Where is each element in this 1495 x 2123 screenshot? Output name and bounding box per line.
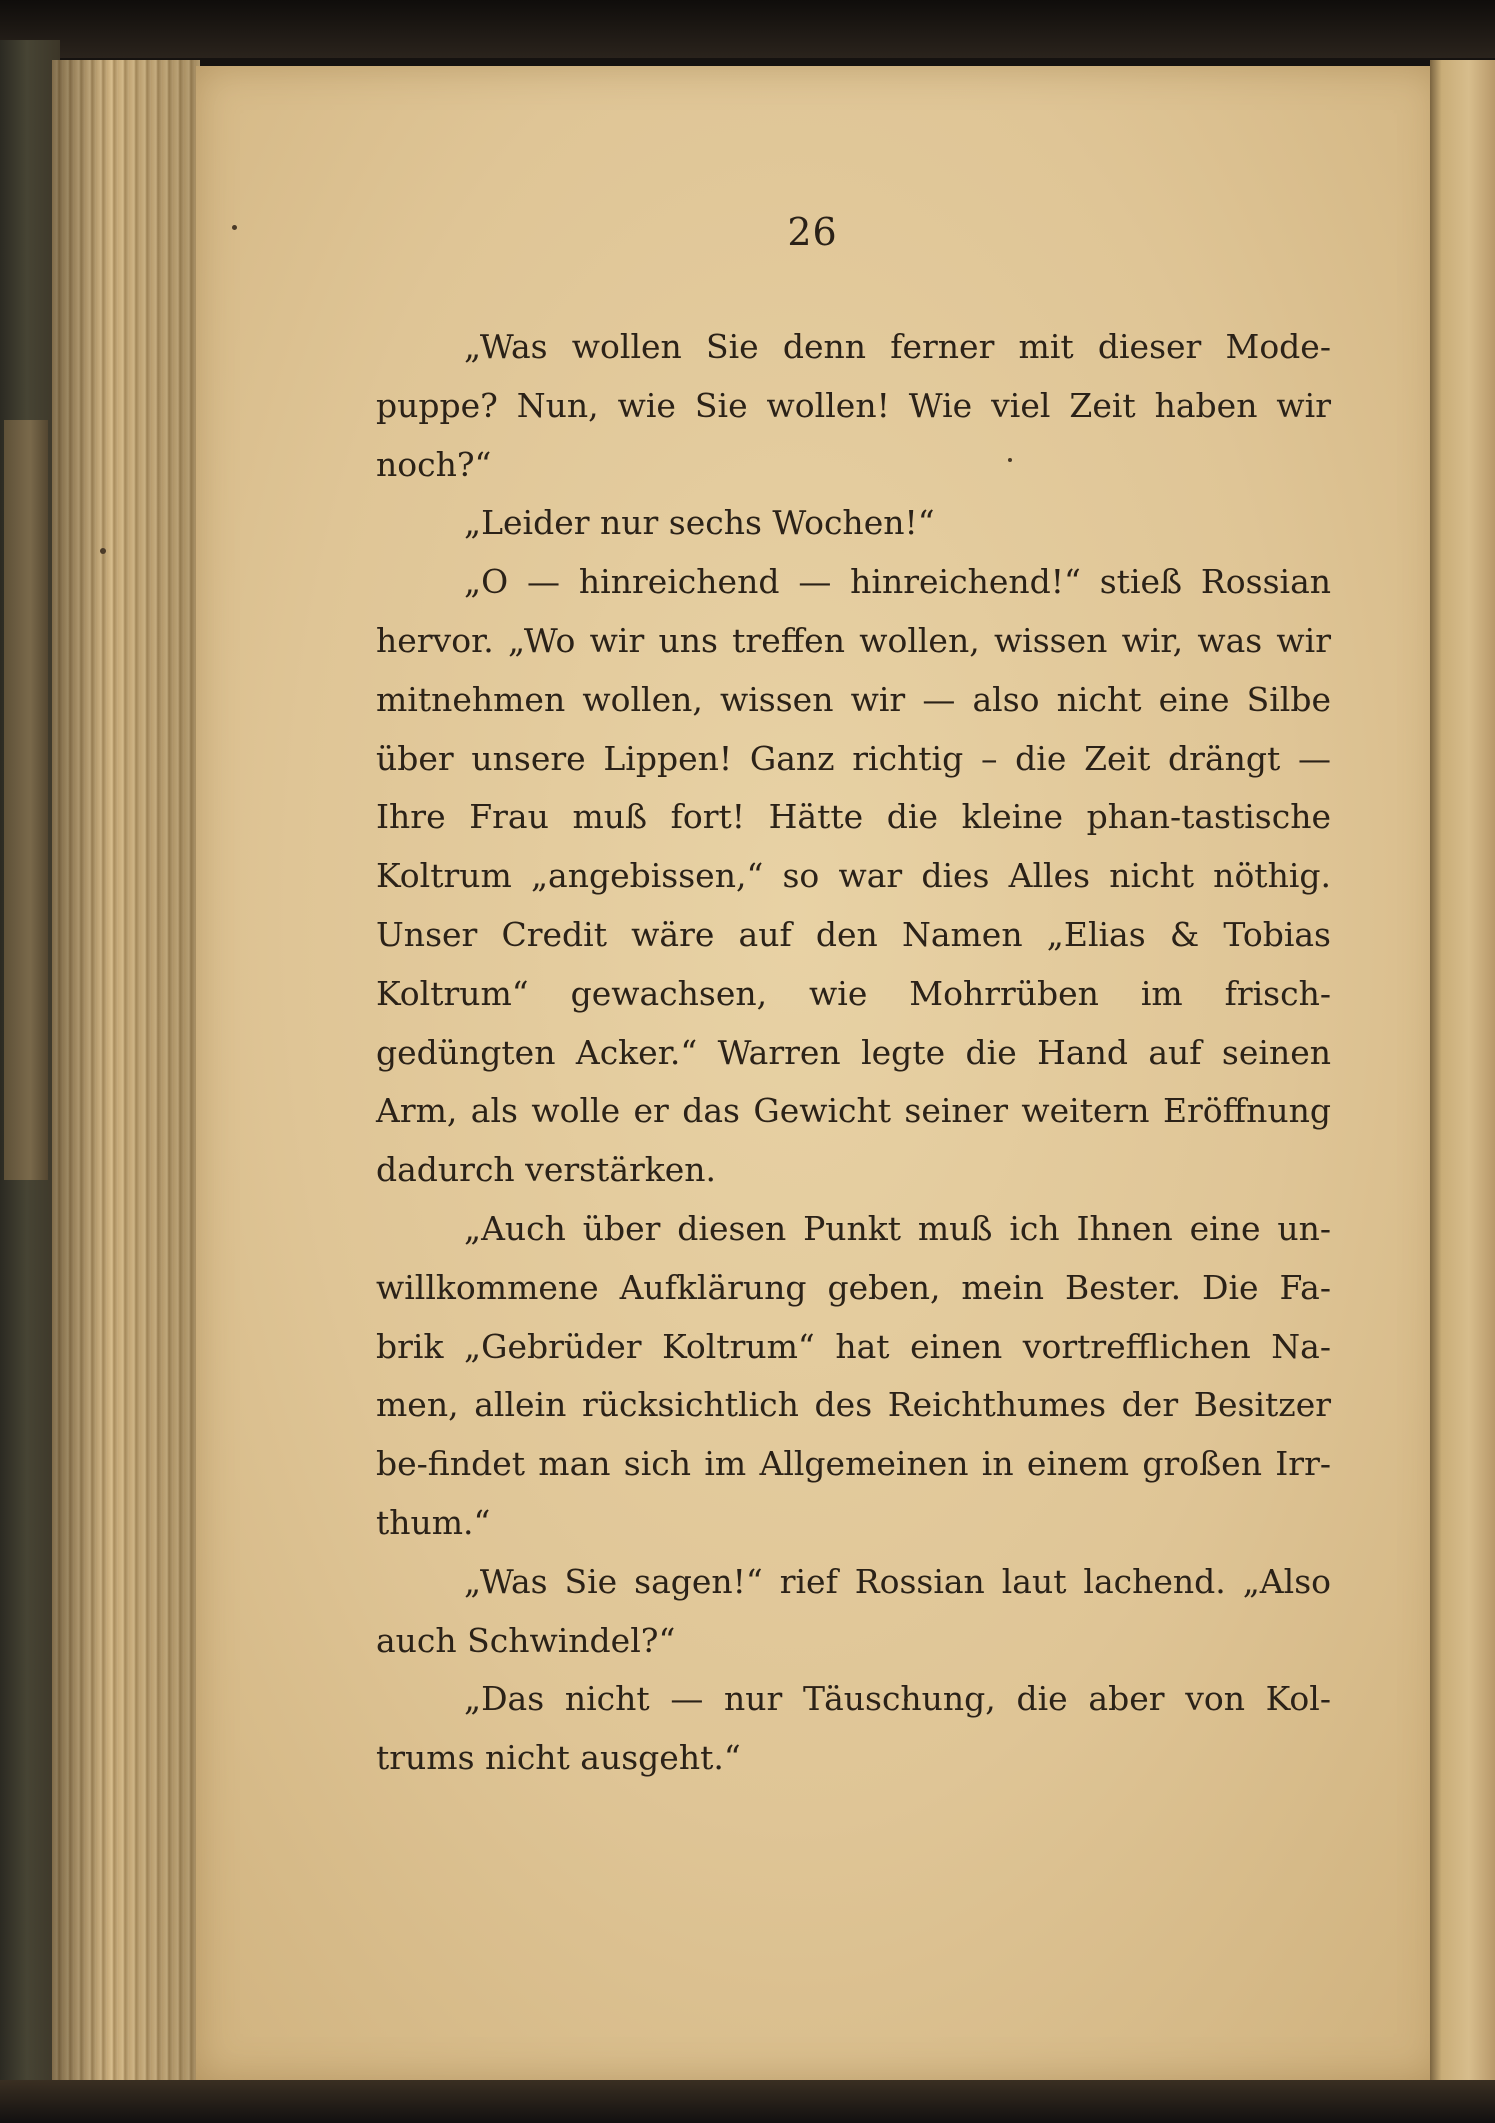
paragraph: „Auch über diesen Punkt muß ich Ihnen eine un-willkommene Aufklärung geben, mein Bester. Die Fa-brik „Gebrüder Koltrum“ hat einen vortrefflichen Na-men, allein rücksichtlich des Reichthumes der Besitzer be-findet man sich im Allgemeinen in einem großen Irr-thum.“ — [376, 1208, 1331, 1542]
next-page-edge — [1430, 60, 1495, 2100]
page-number: 26 — [787, 210, 838, 254]
page-edges-shadow — [52, 60, 200, 2080]
paragraph: „Was wollen Sie denn ferner mit dieser Mode-puppe? Nun, wie Sie wollen! Wie viel Zeit haben wir noch?“ — [376, 327, 1331, 484]
scan-bottom-border — [0, 2080, 1495, 2123]
paragraph: „Leider nur sechs Wochen!“ — [464, 503, 935, 543]
body-text — [376, 318, 1331, 1788]
paper-speck — [100, 548, 106, 554]
paragraph: „O — hinreichend — hinreichend!“ stieß Rossian hervor. „Wo wir uns treffen wollen, wissen wir, was wir mitnehmen wollen, wissen wir — also nicht eine Silbe über unsere Lippen! Ganz richtig – die Zeit drängt — Ihre Frau muß fort! Hätte die kleine phan-tastische Koltrum „angebissen,“ so war dies Alles nicht nöthig. Unser Credit wäre auf den Namen „Elias & Tobias Koltrum“ gewachsen, wie Mohrrüben im frisch-gedüngten Acker.“ Warren legte die Hand auf seinen Arm, als wolle er das Gewicht seiner weitern Eröffnung dadurch verstärken. — [376, 562, 1331, 1190]
paragraph: „Das nicht — nur Täuschung, die aber von Kol-trums nicht ausgeht.“ — [376, 1679, 1331, 1778]
cover-wear-mark — [4, 420, 48, 1180]
paragraph: „Was Sie sagen!“ rief Rossian laut lachend. „Also auch Schwindel?“ — [376, 1561, 1331, 1660]
scan-top-border — [0, 0, 1495, 58]
